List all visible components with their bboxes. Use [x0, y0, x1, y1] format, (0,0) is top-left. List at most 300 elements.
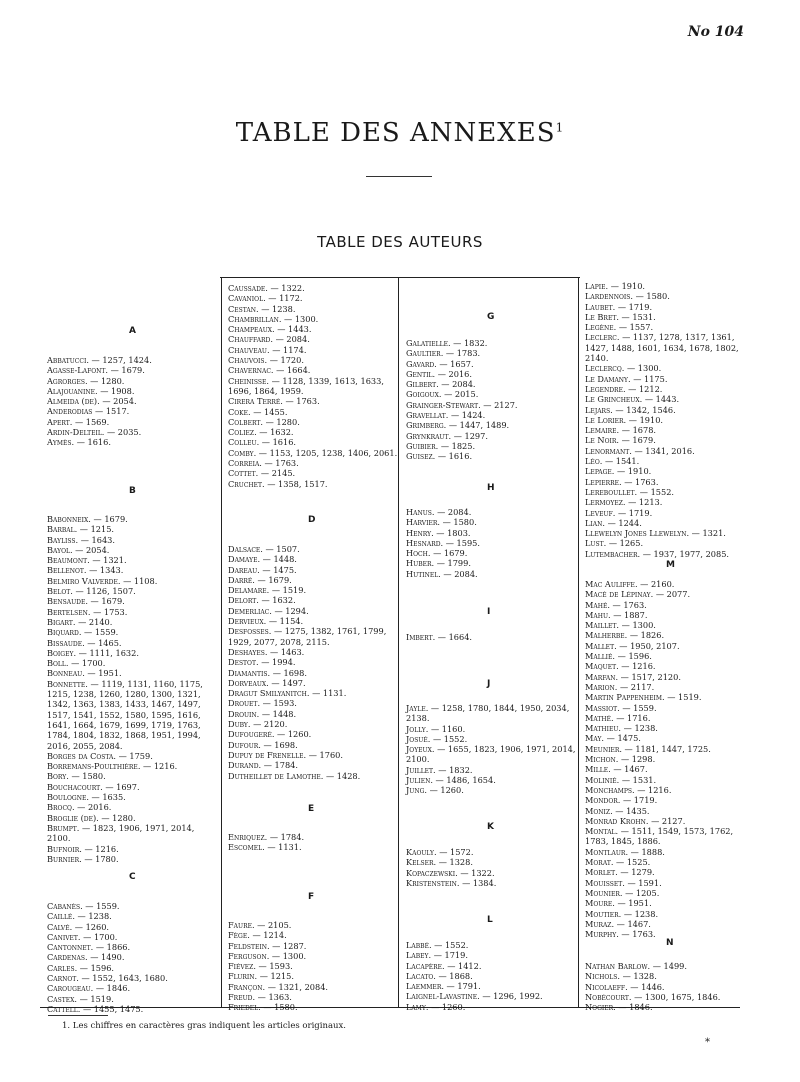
page-refs: — 1265. — [606, 538, 644, 549]
index-entry — [228, 606, 396, 616]
page-refs: — 1552. — [637, 486, 675, 497]
index-entry — [585, 374, 755, 384]
author-name: Llewelyn Jones Llewelyn. — [585, 528, 690, 539]
index-entry — [228, 920, 396, 930]
author-name: Chauvois. — [228, 355, 268, 366]
entry-list-c — [47, 901, 219, 1014]
index-entry — [47, 983, 219, 993]
page-refs: — 1519. — [76, 993, 114, 1004]
page-refs: — 1763. — [261, 458, 299, 469]
index-entry — [47, 823, 219, 844]
index-entry — [406, 359, 576, 369]
page-refs: — 1525. — [613, 857, 651, 868]
section-letter-m: M — [666, 560, 675, 570]
index-entry — [228, 842, 396, 852]
index-entry — [406, 940, 576, 950]
index-entry — [585, 888, 755, 898]
index-entry — [585, 816, 755, 826]
index-entry — [47, 771, 219, 781]
author-name: Drouin. — [228, 708, 260, 719]
author-name: Burnier. — [47, 853, 82, 864]
index-entry — [228, 616, 396, 626]
author-name: Caussade. — [228, 283, 268, 293]
author-name: May. — [585, 733, 605, 744]
author-name: Jolly. — [406, 723, 429, 734]
page-refs: — 1763. — [621, 476, 659, 487]
author-name: Nobécourt. — [585, 991, 632, 1002]
index-entry — [406, 441, 576, 451]
page-refs: — 1591. — [624, 877, 662, 888]
author-name: Apert. — [47, 416, 73, 427]
index-entry — [585, 744, 755, 754]
index-entry — [47, 668, 219, 678]
page-refs: — 1937, 1977, 2085. — [640, 548, 730, 559]
author-name: Huber. — [406, 558, 435, 569]
author-name: Mathé. — [585, 712, 614, 723]
author-name: Gaultier. — [406, 348, 444, 359]
author-name: Damaye. — [228, 554, 261, 565]
index-entry — [47, 417, 219, 427]
index-entry — [585, 508, 755, 518]
page-refs: — 1784. — [261, 760, 298, 771]
page-refs: — 1137, 1278, 1317, 1361, 1427, 1488, 1601, 1634, 1678, 1802, 2140. — [585, 332, 739, 364]
page-refs: — 1216. — [634, 784, 672, 795]
index-entry — [47, 355, 219, 365]
author-name: Boigey. — [47, 647, 77, 658]
index-entry — [228, 595, 396, 605]
author-name: Deshayes. — [228, 646, 268, 657]
author-name: Lamy. — [406, 1001, 429, 1012]
index-entry — [406, 868, 576, 878]
index-entry — [47, 792, 219, 802]
index-entry — [406, 1002, 576, 1012]
page-refs: — 1300. — [619, 620, 656, 631]
entry-list-a — [47, 355, 219, 448]
page-refs: — 1655, 1823, 1906, 1971, 2014, 2100. — [406, 744, 576, 765]
page-refs: — 1616. — [74, 437, 111, 448]
index-entry — [585, 775, 755, 785]
index-entry — [228, 832, 396, 842]
author-name: Chauveau. — [228, 344, 270, 355]
page-refs: — 1887. — [610, 609, 648, 620]
index-entry — [228, 626, 396, 647]
index-entry — [47, 679, 219, 751]
page-refs: — 1635. — [88, 792, 126, 803]
author-name: Leveuf. — [585, 507, 616, 518]
index-entry — [406, 538, 576, 548]
index-entry — [585, 713, 755, 723]
index-entry — [228, 760, 396, 770]
author-name: Dufour. — [228, 739, 261, 750]
author-name: Destot. — [228, 657, 259, 668]
index-entry — [228, 709, 396, 719]
page-refs: — 1119, 1131, 1160, 1175, 1215, 1238, 1260, 1280, 1300, 1321, 1342, 1363, 1383, 1433, 1467, 1497, 1517, 1541, 1552, 1580, 1595, 1616, 1641, 1664, 1679, 1699, 1719, 1763, 1784, 1804, 1832, 1868, 1951, 1994, 2016, 2055, 2084. — [47, 678, 203, 751]
index-entry — [585, 291, 755, 301]
index-entry — [585, 589, 755, 599]
section-letter-n: N — [666, 938, 674, 948]
index-entry — [228, 729, 396, 739]
author-name: Montal. — [585, 826, 619, 837]
index-entry — [585, 363, 755, 373]
index-entry — [47, 911, 219, 921]
author-name: Carnot. — [47, 973, 79, 984]
author-name: Anderodias — [47, 406, 93, 417]
index-entry — [47, 607, 219, 617]
page-refs: — 1951. — [84, 668, 122, 679]
index-entry — [47, 514, 219, 524]
index-entry — [406, 528, 576, 538]
page-refs: — 1557. — [616, 322, 654, 333]
index-entry — [47, 994, 219, 1004]
author-name: Ferguson. — [228, 950, 270, 961]
author-name: Bensaude. — [47, 596, 88, 607]
index-entry — [47, 901, 219, 911]
author-name: Le Noir. — [585, 435, 619, 446]
author-name: Hanus. — [406, 507, 435, 517]
author-name: Dervieux. — [228, 616, 267, 627]
index-entry — [228, 678, 396, 688]
entry-list-b — [47, 514, 219, 864]
index-entry — [228, 544, 396, 554]
author-name: Bayliss. — [47, 534, 79, 545]
author-name: Hoch. — [406, 548, 431, 559]
page-refs: — 1559. — [82, 901, 120, 911]
page-refs: — 1679. — [108, 365, 145, 376]
author-name: Agasse-Lafont. — [47, 365, 109, 376]
page-refs: — 1216. — [81, 843, 119, 854]
index-entry — [406, 981, 576, 991]
author-name: Agrorges. — [47, 375, 88, 386]
section-title: TABLE DES AUTEURS — [317, 233, 483, 251]
page-refs: — 1697. — [102, 781, 140, 792]
page-refs: — 1499. — [650, 961, 687, 971]
page-refs: — 1910. — [614, 466, 652, 477]
page-refs: — 2127. — [480, 399, 518, 410]
page-refs: — 1475. — [259, 564, 297, 575]
page-refs: — 1212. — [625, 383, 663, 394]
index-entry — [228, 647, 396, 657]
entry-list-j — [406, 703, 576, 796]
index-entry — [228, 314, 396, 324]
entry-list-n — [585, 961, 755, 1012]
page-refs: — 1213. — [625, 497, 663, 508]
author-name: Bayol. — [47, 544, 73, 555]
author-name: Montlaur. — [585, 846, 629, 857]
page-refs: — 1763. — [609, 599, 647, 610]
author-name: Jung. — [406, 785, 427, 796]
author-name: Lereboullet. — [585, 486, 638, 497]
author-name: Mallié. — [585, 651, 616, 662]
page-refs: — 1260. — [72, 921, 110, 932]
page-refs: — 1716. — [613, 712, 651, 723]
author-name: Bonnette. — [47, 678, 88, 689]
page-refs: — 1823, 1906, 1971, 2014, 2100. — [47, 822, 195, 844]
page-refs: — 2140. — [75, 616, 113, 627]
author-name: Le Lorier. — [585, 414, 627, 425]
author-name: Legène. — [585, 322, 617, 333]
index-entry — [228, 657, 396, 667]
author-name: Laubet. — [585, 301, 616, 312]
section-letter-j: J — [487, 679, 491, 689]
author-name: Champeaux. — [228, 324, 275, 335]
index-entry — [47, 963, 219, 973]
page-refs: — 1486, 1654. — [432, 775, 496, 786]
author-name: Josué. — [406, 733, 431, 744]
author-name: Meunier. — [585, 743, 622, 754]
page-refs: — 1260. — [274, 729, 312, 740]
index-entry — [228, 575, 396, 585]
index-entry — [585, 641, 755, 651]
index-entry — [585, 764, 755, 774]
index-entry — [585, 630, 755, 640]
index-entry — [47, 973, 219, 983]
page-refs: — 1443. — [274, 324, 312, 335]
author-name: Kopaczewski. — [406, 867, 458, 878]
index-entry — [585, 878, 755, 888]
author-name: Cottet. — [228, 468, 259, 479]
page-refs: — 1832. — [450, 338, 488, 348]
page-refs: — 1552. — [430, 733, 468, 744]
page-refs: — 1720. — [267, 355, 304, 366]
index-entry — [228, 554, 396, 564]
section-letter-c: C — [129, 872, 136, 882]
entry-list-c2 — [228, 283, 396, 489]
page-refs: — 1632. — [258, 595, 296, 606]
page-refs: — 1174. — [269, 344, 307, 355]
index-entry — [228, 345, 396, 355]
author-name: Escomel. — [228, 842, 265, 853]
index-entry — [585, 281, 755, 291]
page-refs: — 1342, 1546. — [612, 404, 676, 415]
author-name: Belmiro Valverde. — [47, 575, 121, 586]
page-refs: — 1519. — [664, 692, 702, 703]
index-entry — [585, 600, 755, 610]
index-entry — [228, 396, 396, 406]
page-refs: — 1300, 1675, 1846. — [631, 991, 721, 1002]
page-refs: — 2117. — [617, 681, 655, 692]
index-entry — [585, 692, 755, 702]
index-entry — [406, 991, 576, 1001]
author-name: Colbert. — [228, 416, 263, 427]
page-refs: — 1428. — [323, 770, 361, 781]
page-refs: — 1664. — [435, 632, 473, 642]
author-name: Michon. — [585, 754, 619, 765]
title-text: TABLE DES ANNEXES — [235, 118, 556, 148]
index-entry — [585, 661, 755, 671]
page-refs: — 1467. — [610, 764, 648, 775]
author-name: Laignel-Lavastine. — [406, 991, 480, 1002]
entry-list-i — [406, 632, 576, 642]
page-refs: — 1866. — [93, 942, 131, 953]
index-entry — [585, 477, 755, 487]
index-entry — [47, 932, 219, 942]
section-letter-h: H — [487, 483, 495, 493]
author-name: Hutinel. — [406, 568, 441, 579]
entry-list-d — [228, 544, 396, 781]
author-name: Juillet. — [406, 764, 436, 775]
page-refs: — 1763. — [618, 929, 656, 940]
page-refs: — 1784. — [267, 832, 305, 842]
author-name: Cirera Terré. — [228, 396, 283, 407]
page-refs: — 1216. — [618, 661, 656, 672]
author-name: Cavaniol. — [228, 293, 266, 304]
section-letter-k: K — [487, 822, 494, 832]
page-refs: — 1238. — [258, 303, 296, 314]
page-refs: — 1294. — [271, 605, 309, 616]
index-entry — [47, 844, 219, 854]
index-entry — [585, 322, 755, 332]
page-refs: — 1868. — [435, 970, 473, 981]
author-name: Grainger-Stewart. — [406, 399, 481, 410]
index-entry — [585, 435, 755, 445]
page-refs: — 1657. — [436, 358, 474, 369]
author-name: Cantonnet. — [47, 942, 94, 953]
author-name: Léo. — [585, 456, 603, 467]
page-refs: — 1580. — [632, 291, 670, 302]
author-name: Moniz. — [585, 805, 613, 816]
index-entry — [228, 951, 396, 961]
index-entry — [47, 648, 219, 658]
author-name: Brumpt. — [47, 822, 80, 833]
page-refs: — 1783. — [443, 348, 481, 359]
index-entry — [585, 394, 755, 404]
page-refs: — 2035. — [104, 427, 142, 438]
author-name: Belot. — [47, 586, 73, 597]
author-name: Biquard. — [47, 627, 82, 638]
author-name: Flurin. — [228, 971, 258, 982]
author-name: Coke. — [228, 406, 251, 417]
index-entry — [228, 376, 396, 397]
index-entry — [47, 782, 219, 792]
page-refs: — 1679. — [619, 435, 656, 446]
author-name: Morat. — [585, 857, 614, 868]
page-refs: — 1616. — [259, 437, 297, 448]
index-entry — [47, 952, 219, 962]
page-refs: — 1300. — [281, 313, 319, 324]
author-name: Guibier. — [406, 440, 439, 451]
index-entry — [228, 992, 396, 1002]
page-refs: — 1580. — [260, 1002, 298, 1013]
page-refs: — 1753. — [90, 606, 128, 617]
page-refs: — 1679. — [87, 596, 125, 607]
index-entry — [585, 826, 755, 847]
page-refs: — 1994. — [258, 657, 296, 668]
page-refs: — 1559. — [619, 702, 657, 713]
author-name: Chambrillan. — [228, 313, 282, 324]
author-name: Mahé. — [585, 599, 610, 610]
page-refs: — 1154. — [266, 616, 304, 627]
page-refs: — 1275, 1382, 1761, 1799, 1929, 2077, 2078, 2115. — [228, 626, 387, 647]
author-name: Lermoyez. — [585, 497, 626, 508]
author-name: Jayle. — [406, 703, 429, 713]
author-name: Le Damany. — [585, 373, 631, 384]
index-entry — [406, 744, 576, 765]
page-refs: — 1279. — [617, 867, 655, 878]
page-refs: — 1280. — [98, 812, 136, 823]
author-name: Laemmer. — [406, 981, 444, 992]
entry-list-m — [585, 579, 755, 939]
author-name: Lemaire. — [585, 425, 620, 436]
author-name: Diamantis. — [228, 667, 271, 678]
author-name: Kristenstein. — [406, 877, 460, 888]
index-entry — [47, 1004, 219, 1014]
index-entry — [228, 304, 396, 314]
author-name: Faure. — [228, 920, 255, 930]
index-entry — [585, 857, 755, 867]
index-entry — [585, 909, 755, 919]
index-entry — [406, 847, 576, 857]
entry-list-l2 — [585, 281, 755, 559]
page-refs: — 1643. — [78, 534, 115, 545]
author-name: Labey. — [406, 950, 432, 961]
page-refs: — 1448. — [260, 554, 297, 565]
author-name: Lepierre. — [585, 476, 622, 487]
author-name: Mouisset. — [585, 877, 625, 888]
page-refs: — 1463. — [267, 646, 305, 657]
author-name: Monchamps. — [585, 784, 635, 795]
author-name: Malherbe. — [585, 630, 628, 641]
author-name: Martin Pappenheim. — [585, 692, 665, 703]
index-entry — [47, 545, 219, 555]
column-divider-3 — [578, 277, 579, 1007]
entry-list-f — [228, 920, 396, 1013]
index-entry — [406, 703, 576, 724]
index-entry — [406, 338, 576, 348]
author-name: Colleu. — [228, 437, 260, 448]
page-refs: — 1321. — [89, 555, 127, 566]
index-entry — [585, 847, 755, 857]
author-name: Gravellat. — [406, 410, 449, 421]
index-entry — [228, 355, 396, 365]
entry-list-h — [406, 507, 576, 579]
author-name: Babonneix. — [47, 514, 91, 524]
index-entry — [406, 971, 576, 981]
index-entry — [585, 651, 755, 661]
page-refs: — 1257, 1424. — [88, 355, 152, 365]
index-entry — [228, 941, 396, 951]
page-refs: — 2084. — [434, 507, 472, 517]
author-name: Lardennois. — [585, 291, 633, 302]
index-entry — [406, 950, 576, 960]
author-name: Labbé. — [406, 940, 432, 950]
page-refs: — 1910. — [626, 414, 664, 425]
page-refs: — 2145. — [258, 468, 296, 479]
index-entry — [228, 334, 396, 344]
author-name: Castex. — [47, 993, 77, 1004]
page-refs: — 1412. — [444, 960, 482, 971]
page-number: No 104 — [687, 24, 744, 40]
index-entry — [228, 698, 396, 708]
index-entry — [228, 324, 396, 334]
index-entry — [47, 427, 219, 437]
page-refs: — 1448. — [259, 708, 297, 719]
section-letter-a: A — [129, 326, 136, 336]
page-refs: — 1846. — [615, 1002, 653, 1013]
author-name: Barbal. — [47, 524, 78, 535]
page-refs: — 2016. — [435, 368, 472, 379]
author-name: Comby. — [228, 447, 257, 458]
author-name: Leclercq. — [585, 363, 625, 374]
index-entry — [406, 548, 576, 558]
page-refs: — 1791. — [443, 981, 481, 992]
page-refs: — 1517. — [92, 406, 130, 417]
index-entry — [585, 487, 755, 497]
index-entry — [406, 379, 576, 389]
author-name: Ardin-Delteil. — [47, 427, 105, 438]
page-refs: — 1322. — [457, 867, 495, 878]
page-refs: — 1153, 1205, 1238, 1406, 2061. — [256, 447, 398, 458]
page-refs: — 1205. — [622, 887, 660, 898]
